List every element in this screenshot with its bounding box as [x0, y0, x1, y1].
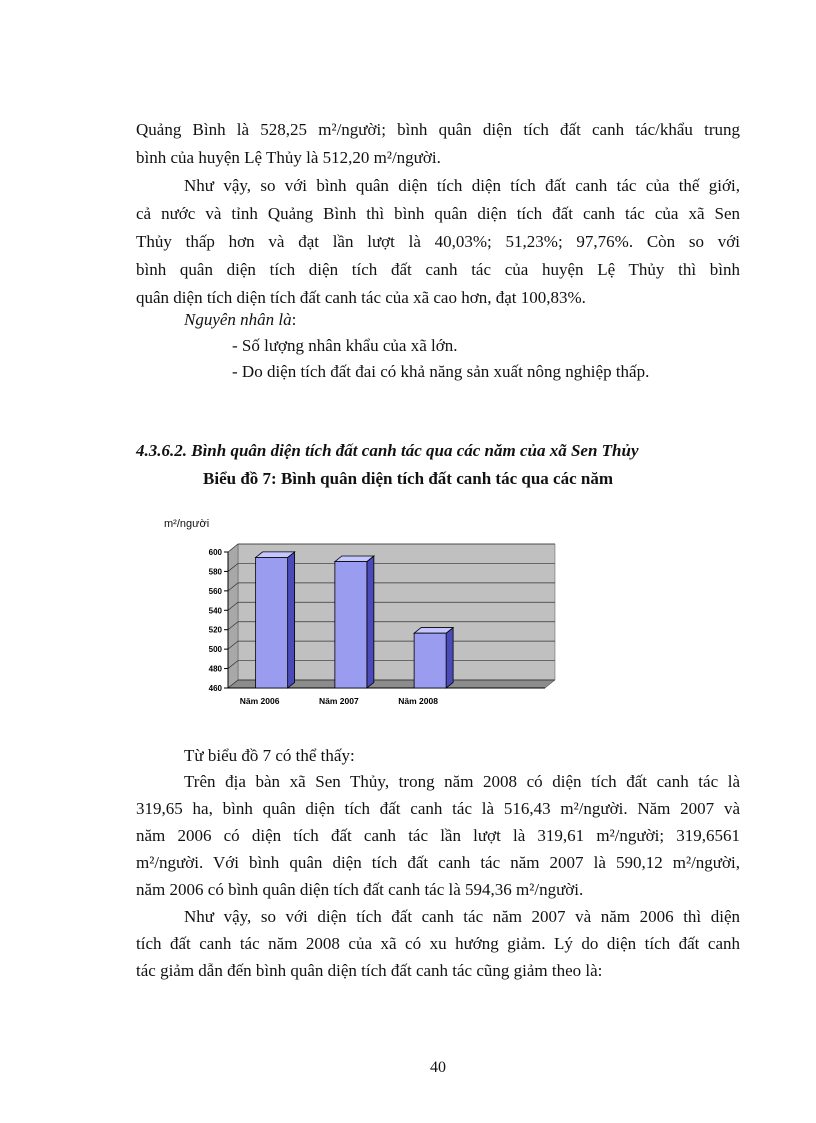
paragraph3-line1: Từ biểu đồ 7 có thể thấy: [184, 746, 355, 765]
chart-heading: Biểu đồ 7: Bình quân diện tích đất canh tác qua các năm [203, 469, 613, 488]
bar-top [256, 552, 295, 558]
reasons-label-line [184, 310, 296, 330]
x-tick-label: Năm 2007 [319, 696, 359, 706]
y-tick-label: 500 [208, 645, 222, 655]
bar-top [335, 556, 374, 562]
bar [335, 562, 367, 688]
paragraph1-line1: Quảng Bình là 528,25 m²/người; bình quân diện tích đất canh tác/khẩu trung [136, 120, 740, 139]
paragraph3-line3: 319,65 ha, bình quân diện tích đất canh tác là 516,43 m²/người. Năm 2007 và [136, 799, 740, 818]
y-tick-label: 460 [208, 684, 222, 693]
paragraph2-line4: bình quân diện tích diện tích đất canh tác của huyện Lệ Thủy thì bình [136, 260, 740, 279]
bar [256, 557, 288, 688]
chart-side-wall [228, 544, 238, 688]
x-tick-label: Năm 2006 [239, 696, 280, 706]
paragraph3-line4: năm 2006 có diện tích đất canh tác lần lượt là 319,61 m²/người; 319,6561 [136, 826, 740, 845]
section-heading: 4.3.6.2. Bình quân diện tích đất canh tác qua các năm của xã Sen Thủy [136, 441, 639, 460]
reasons-label: Nguyên nhân là [184, 310, 292, 329]
bar-side [288, 552, 295, 688]
bar-top [414, 628, 453, 634]
paragraph2-line2: cả nước và tỉnh Quảng Bình thì bình quân diện tích đất canh tác của xã Sen [136, 204, 740, 223]
reason-item: - Do diện tích đất đai có khả năng sản xuất nông nghiệp thấp. [232, 362, 650, 381]
paragraph3-line2: Trên địa bàn xã Sen Thủy, trong năm 2008 có diện tích đất canh tác là [184, 772, 740, 791]
bar-side [446, 628, 453, 688]
paragraph2-line1: Như vậy, so với bình quân diện tích diện tích đất canh tác của thế giới, [184, 176, 740, 195]
bar-chart [160, 512, 570, 712]
y-tick-label: 480 [208, 664, 222, 674]
reasons-label-suffix: : [291, 310, 297, 329]
bar [414, 633, 446, 688]
paragraph2-line3: Thủy thấp hơn và đạt lần lượt là 40,03%; 51,23%; 97,76%. Còn so với [136, 232, 740, 251]
page-number: 40 [430, 1059, 446, 1076]
paragraph1-line2: bình của huyện Lệ Thủy là 512,20 m²/người. [136, 148, 441, 167]
y-tick-label: 560 [208, 586, 222, 596]
paragraph2-line5: quân diện tích diện tích đất canh tác của xã cao hơn, đạt 100,83%. [136, 288, 586, 307]
paragraph3-line6: năm 2006 có bình quân diện tích đất canh tác là 594,36 m²/người. [136, 880, 584, 899]
y-tick-label: 600 [208, 548, 222, 557]
x-tick-label: Năm 2008 [398, 696, 438, 706]
paragraph4-line3: tác giảm dẫn đến bình quân diện tích đất canh tác cũng giảm theo là: [136, 961, 603, 980]
y-axis-label: m²/người [164, 518, 210, 530]
y-tick-label: 540 [208, 606, 222, 616]
reason-item: - Số lượng nhân khẩu của xã lớn. [232, 336, 458, 355]
y-tick-label: 580 [208, 567, 222, 577]
y-tick-label: 520 [208, 625, 222, 635]
paragraph4-line1: Như vậy, so với diện tích đất canh tác năm 2007 và năm 2006 thì diện [184, 907, 740, 926]
bar-side [367, 556, 374, 688]
paragraph3-line5: m²/người. Với bình quân diện tích đất canh tác năm 2007 là 590,12 m²/người, [136, 853, 740, 872]
paragraph4-line2: tích đất canh tác năm 2008 của xã có xu hướng giảm. Lý do diện tích đất canh [136, 934, 740, 953]
